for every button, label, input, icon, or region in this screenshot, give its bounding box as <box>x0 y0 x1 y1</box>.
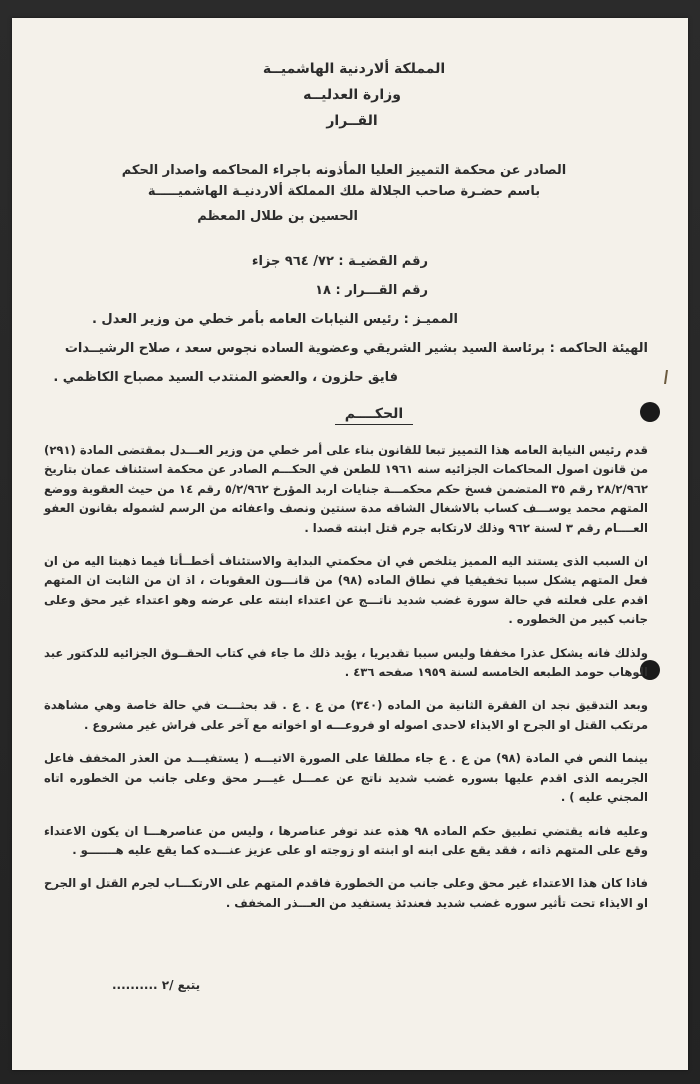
court-line: الصادر عن محكمة التمييز العليا المأذونه باجراء المحاكمه واصدار الحكم <box>121 163 567 178</box>
letterhead <box>40 56 648 134</box>
case-metadata <box>40 247 648 392</box>
king-line: باسم حضـرة صاحب الجلالة ملك المملكة ألاردنيـة الهاشميـــــة <box>147 184 541 199</box>
document-page <box>12 18 688 1070</box>
case-number: رقم القضيـة : ٧٢/ ٩٦٤ جزاء <box>251 254 428 269</box>
document-body <box>40 56 648 927</box>
paragraph: بينما النص في المادة (٩٨) من ع . ع جاء مطلقا على الصورة الاتيـــه ( يستفيـــد من العذر المخفف فاعل الجريمه الذى اقدم عليها بسوره غضب شديد ناتج عن عمـــل غيـــر محق وعلى جانب من الخطوره اتاه المجني عليه ) . <box>44 751 648 805</box>
panel-members-cont: فايق حلزون ، والعضو المنتدب السيد مصباح الكاظمي . <box>53 370 398 385</box>
verdict-title: الحكــــم <box>40 406 648 425</box>
paragraph: فاذا كان هذا الاعتداء غير محق وعلى جانب من الخطورة فاقدم المتهم على الارتكـــاب لجرم القتل او الجرح او الايذاء تحت تأثير سوره غضب شديد فعندئذ يستفيد من العـــذر المخفف . <box>44 876 648 910</box>
continued-note: يتبع /٢ .......... <box>112 978 201 992</box>
pencil-mark <box>664 370 671 384</box>
issuing-statement <box>40 160 648 227</box>
verdict-text <box>40 441 648 913</box>
paragraph: قدم رئيس النيابة العامه هذا التمييز تبعا للقانون بناء على أمر خطي من وزير العـــدل بمقتضى المادة (٢٩١) من قانون اصول المحاكمات الجزائيه سنه ١٩٦١ للطعن في الحكـــم الصادر عن محكمة استئناف عمان بتاريخ ٢٨/٢/٩٦٢ رقم ٣٥ المتضمن فسخ حكم محكمـــة جنايات اربد المؤرخ ٥/٢/٩٦٢ رقم ١٤ من حيث العقوبة ووضع المتهم محمد يوســـف كساب بالاشغال الشاقه مدة سنتين ونصف واعفائه من الرسم لشموله بقانون العفو العــــام رقم ٣ لسنة ٩٦٢ وذلك لارتكابه جرم قتل ابنته قصدا . <box>44 443 648 535</box>
decision-number: رقم القـــرار : ١٨ <box>315 283 428 298</box>
paragraph: ولذلك فانه يشكل عذرا مخففا وليس سببا تقديريا ، يؤيد ذلك ما جاء في كتاب الحقــوق الجزائيه للدكتور عبد الوهاب حومد الطبعه الخامسه لسنة ١٩٥٩ صفحه ٤٣٦ . <box>44 645 648 680</box>
king-name: الحسين بن طلال المعظم <box>197 209 358 224</box>
paragraph: ان السبب الذى يستند اليه المميز يتلخص في ان محكمتي البداية والاستئناف أخطــأتا فيما ذهبتا اليه من ان فعل المتهم يشكل سببا تخفيفيا في نطاق الماده (٩٨) من قانـــون العقوبات ، اذ ان من الثابت ان المتهم اقدم على فعلته في حالة سورة غضب شديد ناتـــج عن اعتداء ابنته على عرضه وهو اعتداء غير محق وعلى جانب كبير من الخطوره . <box>44 554 649 627</box>
ministry-name: وزارة العدليــه <box>303 87 401 103</box>
kingdom-name: المملكة ألاردنية الهاشميــة <box>262 61 446 77</box>
paragraph: وعليه فانه يقتضي تطبيق حكم الماده ٩٨ هذه عند توفر عناصرها ، وليس من عناصرهـــا ان يكون الاعتداء وقع على المتهم ذاته ، فقد يقع على ابنه او ابنته او زوجته او على عزيز عنـــده كما يقع عليه هـــــــو . <box>44 823 648 857</box>
appellant: المميـز : رئيس النيابات العامه بأمر خطي من وزير العدل . <box>91 312 458 327</box>
panel-members: الهيئة الحاكمه : برئاسة السيد بشير الشريقي وعضوية الساده نجوس سعد ، صلاح الرشيــدات <box>64 341 648 356</box>
paragraph: وبعد التدقيق نجد ان الفقرة الثانية من الماده (٣٤٠) من ع . ع . قد بحثـــت في حالة خاصة وهي مشاهدة مرتكب القتل او الجرح او الايذاء لاحدى اصوله او فروعـــه او اخواته مع آخر على فراش غير مشروع . <box>44 698 648 732</box>
document-type: القــرار <box>326 113 378 129</box>
